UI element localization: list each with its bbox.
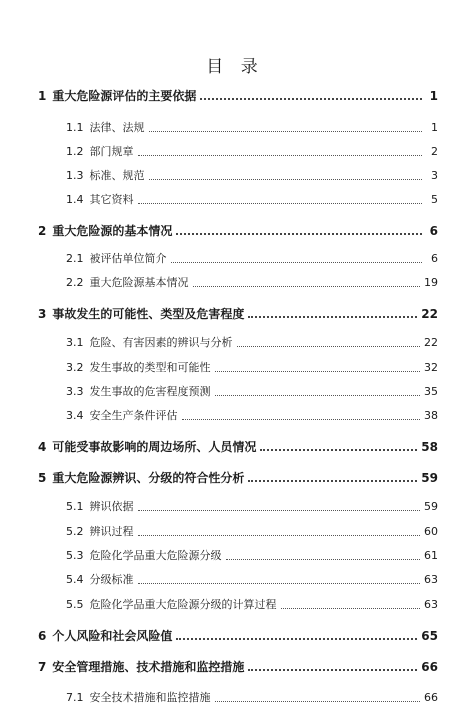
dot-leader [149, 178, 423, 180]
toc-entry-number: 2.1 [66, 252, 84, 265]
toc-chapter-entry[interactable] [38, 306, 438, 322]
toc-section-entry[interactable] [66, 690, 438, 706]
toc-entry-number: 5.4 [66, 573, 84, 586]
toc-entry-number: 3.1 [66, 336, 84, 349]
page-title: 目 录 [206, 57, 264, 77]
toc-entry-number: 3.4 [66, 409, 84, 422]
toc-entry-number: 3 [38, 307, 47, 321]
toc-entry-number: 3.2 [66, 361, 84, 374]
dot-leader [215, 394, 421, 396]
toc-entry-title: 重大危险源评估的主要依据 [52, 89, 197, 103]
dot-leader [138, 534, 421, 536]
toc-entry-title: 个人风险和社会风险值 [52, 629, 173, 643]
toc-entry-title: 法律、法规 [89, 121, 145, 134]
dot-leader [281, 607, 421, 609]
toc-entry-number: 4 [38, 440, 47, 454]
toc-section-entry[interactable] [66, 120, 438, 136]
toc-entry-title: 重大危险源的基本情况 [52, 224, 173, 238]
toc-chapter-entry[interactable] [38, 223, 438, 239]
toc-page-number: 22 [421, 307, 438, 321]
toc-section-entry[interactable] [66, 597, 438, 613]
toc-entry-title: 被评估单位简介 [89, 252, 167, 265]
toc-page-number: 6 [431, 252, 438, 265]
toc-page-number: 32 [424, 361, 438, 374]
dot-leader [138, 202, 423, 204]
toc-entry-number: 5.5 [66, 598, 84, 611]
toc-entry-number: 3.3 [66, 385, 84, 398]
toc-entry-title: 部门规章 [89, 145, 134, 158]
toc-entry-number: 2 [38, 224, 47, 238]
dot-leader [176, 637, 417, 640]
toc-entry-title: 辨识过程 [89, 525, 134, 538]
toc-page-number: 63 [424, 598, 438, 611]
toc-entry-title: 安全管理措施、技术措施和监控措施 [52, 660, 245, 674]
toc-entry-title: 重大危险源基本情况 [89, 276, 189, 289]
toc-entry-number: 1.2 [66, 145, 84, 158]
dot-leader [237, 345, 421, 347]
toc-entry-title: 安全生产条件评估 [89, 409, 178, 422]
toc-section-entry[interactable] [66, 144, 438, 160]
dot-leader [215, 700, 421, 702]
toc-page-number: 2 [431, 145, 438, 158]
toc-chapter-entry[interactable] [38, 439, 438, 455]
toc-page-number: 19 [424, 276, 438, 289]
toc-entry-number: 1.1 [66, 121, 84, 134]
dot-leader [248, 668, 417, 671]
toc-entry-title: 事故发生的可能性、类型及危害程度 [52, 307, 245, 321]
dot-leader [149, 130, 423, 132]
toc-page-number: 58 [421, 440, 438, 454]
toc-page-number: 60 [424, 525, 438, 538]
dot-leader [182, 418, 421, 420]
dot-leader [171, 261, 423, 263]
dot-leader [215, 370, 421, 372]
toc-page-number: 5 [431, 193, 438, 206]
toc-section-entry[interactable] [66, 524, 438, 540]
toc-entry-title: 危险化学品重大危险源分级的计算过程 [89, 598, 277, 611]
toc-section-entry[interactable] [66, 251, 438, 267]
toc-entry-number: 7.1 [66, 691, 84, 704]
toc-section-entry[interactable] [66, 408, 438, 424]
toc-page-number: 1 [429, 89, 438, 103]
toc-section-entry[interactable] [66, 168, 438, 184]
toc-section-entry[interactable] [66, 360, 438, 376]
toc-entry-number: 2.2 [66, 276, 84, 289]
toc-section-entry[interactable] [66, 275, 438, 291]
dot-leader [176, 232, 422, 235]
toc-page-number: 63 [424, 573, 438, 586]
toc-chapter-entry[interactable] [38, 628, 438, 644]
dot-leader [200, 97, 422, 100]
dot-leader [260, 448, 417, 451]
toc-chapter-entry[interactable] [38, 470, 438, 486]
toc-page-number: 1 [431, 121, 438, 134]
toc-section-entry[interactable] [66, 572, 438, 588]
toc-entry-title: 危险、有害因素的辨识与分析 [89, 336, 233, 349]
toc-section-entry[interactable] [66, 499, 438, 515]
toc-page-number: 38 [424, 409, 438, 422]
toc-entry-number: 5.1 [66, 500, 84, 513]
toc-entry-title: 发生事故的危害程度预测 [89, 385, 211, 398]
toc-entry-title: 重大危险源辨识、分级的符合性分析 [52, 471, 245, 485]
toc-section-entry[interactable] [66, 335, 438, 351]
dot-leader [138, 582, 421, 584]
toc-page-number: 6 [429, 224, 438, 238]
toc-entry-title: 发生事故的类型和可能性 [89, 361, 211, 374]
toc-page-number: 66 [424, 691, 438, 704]
toc-entry-number: 1 [38, 89, 47, 103]
toc-entry-title: 危险化学品重大危险源分级 [89, 549, 222, 562]
toc-page-number: 3 [431, 169, 438, 182]
toc-section-entry[interactable] [66, 548, 438, 564]
toc-entry-title: 安全技术措施和监控措施 [89, 691, 211, 704]
toc-page-number: 59 [421, 471, 438, 485]
dot-leader [226, 558, 421, 560]
toc-entry-title: 分级标准 [89, 573, 134, 586]
toc-page-number: 22 [424, 336, 438, 349]
toc-entry-number: 1.3 [66, 169, 84, 182]
toc-entry-title: 辨识依据 [89, 500, 134, 513]
toc-entry-number: 5.2 [66, 525, 84, 538]
toc-chapter-entry[interactable] [38, 88, 438, 104]
toc-chapter-entry[interactable] [38, 659, 438, 675]
toc-entry-title: 其它资料 [89, 193, 134, 206]
dot-leader [193, 285, 421, 287]
toc-section-entry[interactable] [66, 192, 438, 208]
toc-page-number: 59 [424, 500, 438, 513]
dot-leader [138, 509, 421, 511]
toc-entry-number: 5 [38, 471, 47, 485]
toc-entry-number: 6 [38, 629, 47, 643]
toc-page-number: 35 [424, 385, 438, 398]
dot-leader [248, 315, 417, 318]
toc-section-entry[interactable] [66, 384, 438, 400]
toc-page-number: 66 [421, 660, 438, 674]
toc-entry-title: 标准、规范 [89, 169, 145, 182]
toc-page-number: 65 [421, 629, 438, 643]
toc-entry-number: 7 [38, 660, 47, 674]
toc-page-number: 61 [424, 549, 438, 562]
toc-entry-number: 1.4 [66, 193, 84, 206]
dot-leader [138, 154, 423, 156]
toc-entry-number: 5.3 [66, 549, 84, 562]
dot-leader [248, 479, 417, 482]
toc-entry-title: 可能受事故影响的周边场所、人员情况 [52, 440, 257, 454]
